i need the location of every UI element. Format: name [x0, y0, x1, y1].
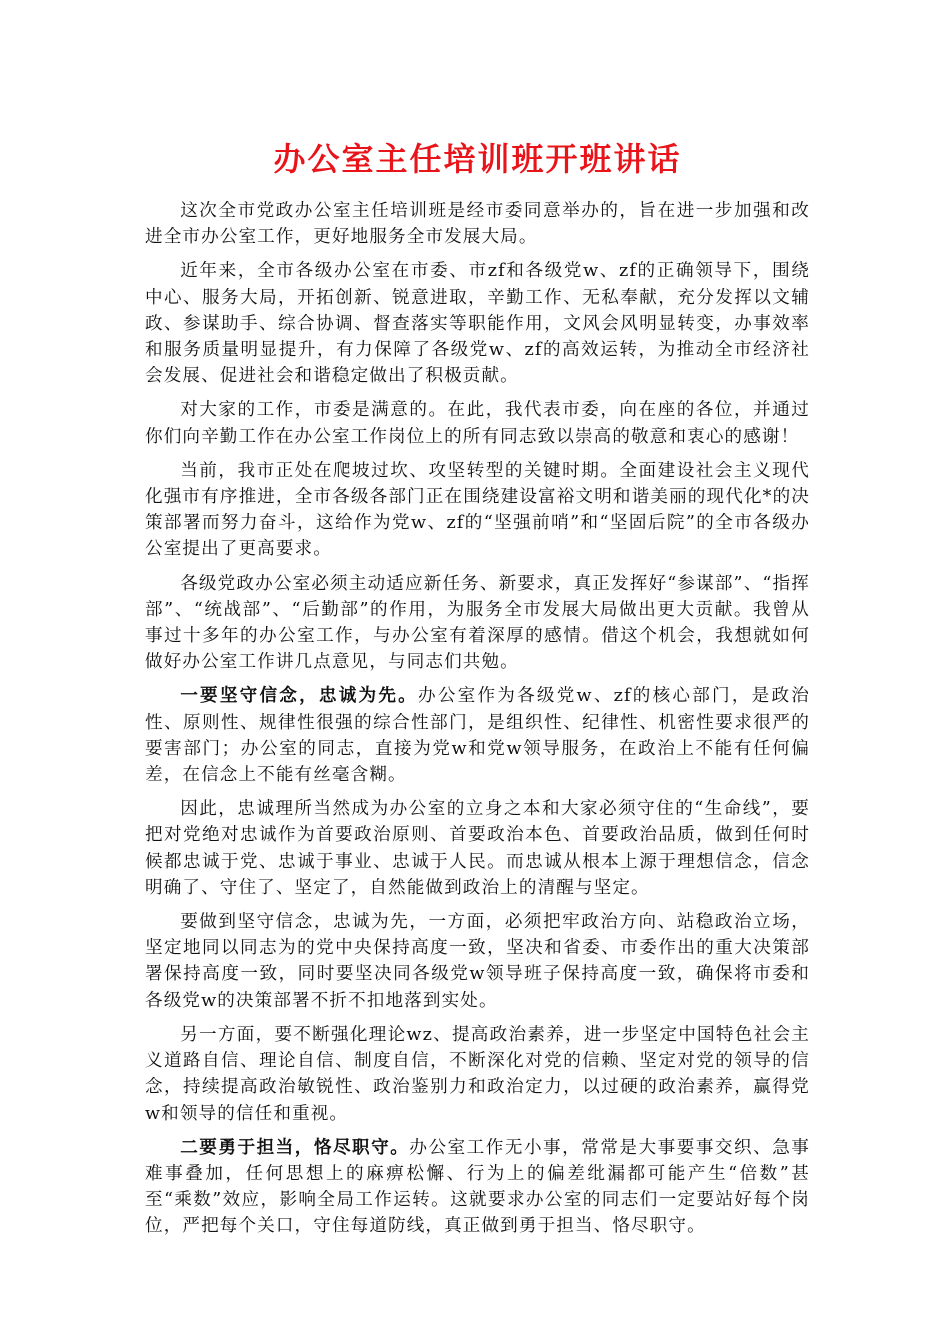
paragraph-text: 因此，忠诚理所当然成为办公室的立身之本和大家必须守住的“生命线”，要把对党绝对忠诚作为首要政治原则、首要政治本色、首要政治品质，做到任何时候都忠诚于党、忠诚于事业、忠诚于人民。而忠诚从根本上源于理想信念，信念明确了、守住了、坚定了，自然能做到政治上的清醒与坚定。 — [145, 799, 810, 898]
paragraph-text: 各级党政办公室必须主动适应新任务、新要求，真正发挥好“参谋部”、“指挥部”、“统战部”、“后勤部”的作用，为服务全市发展大局做出更大贡献。我曾从事过十多年的办公室工作，与办公室有着深厚的感情。借这个机会，我想就如何做好办公室工作讲几点意见，与同志们共勉。 — [145, 573, 810, 673]
paragraph — [145, 198, 810, 250]
paragraph — [145, 909, 810, 1014]
paragraph — [145, 571, 810, 676]
paragraph-text: 当前，我市正处在爬坡过坎、攻坚转型的关键时期。全面建设社会主义现代化强市有序推进，全市各级各部门正在围绕建设富裕文明和谐美丽的现代化*的决策部署而努力奋斗，这给作为党w、zf的“坚强前哨”和“坚固后院”的全市各级办公室提出了更高要求。 — [145, 460, 810, 560]
paragraph — [145, 1135, 810, 1240]
section-heading: 一要坚守信念，忠诚为先。 — [180, 685, 419, 707]
document-page — [145, 130, 810, 1248]
paragraph — [145, 397, 810, 449]
paragraph — [145, 258, 810, 389]
paragraph — [145, 458, 810, 563]
paragraph-text: 对大家的工作，市委是满意的。在此，我代表市委，向在座的各位，并通过你们向辛勤工作在办公室工作岗位上的所有同志致以崇高的敬意和衷心的感谢！ — [145, 400, 810, 447]
paragraph-text: 办公室工作无小事，常常是大事要事交织、急事难事叠加，任何思想上的麻痹松懈、行为上的偏差纰漏都可能产生“倍数”甚至“乘数”效应，影响全局工作运转。这就要求办公室的同志们一定要站好每个岗位，严把每个关口，守住每道防线，真正做到勇于担当、恪尽职守。 — [145, 1137, 810, 1237]
paragraph-text: 另一方面，要不断强化理论wz、提高政治素养，进一步坚定中国特色社会主义道路自信、理论自信、制度自信，不断深化对党的信赖、坚定对党的领导的信念，持续提高政治敏锐性、政治鉴别力和政治定力，以过硬的政治素养，赢得党w和领导的信任和重视。 — [145, 1024, 810, 1124]
paragraph — [145, 683, 810, 788]
paragraph-text: 要做到坚守信念，忠诚为先，一方面，必须把牢政治方向、站稳政治立场，坚定地同以同志为的党中央保持高度一致，坚决和省委、市委作出的重大决策部署保持高度一致，同时要坚决同各级党w领导班子保持高度一致，确保将市委和各级党w的决策部署不折不扣地落到实处。 — [145, 912, 810, 1011]
paragraph-text: 近年来，全市各级办公室在市委、市zf和各级党w、zf的正确领导下，围绕中心、服务大局，开拓创新、锐意进取，辛勤工作、无私奉献，充分发挥以文辅政、参谋助手、综合协调、督查落实等职能作用，文风会风明显转变，办事效率和服务质量明显提升，有力保障了各级党w、zf的高效运转，为推动全市经济社会发展、促进社会和谐稳定做出了积极贡献。 — [145, 261, 810, 387]
paragraph — [145, 1022, 810, 1127]
section-heading: 二要勇于担当，恪尽职守。 — [180, 1136, 410, 1158]
document-title: 办公室主任培训班开班讲话 — [273, 140, 682, 178]
paragraph-text: 办公室作为各级党w、zf的核心部门，是政治性、原则性、规律性很强的综合性部门，是组织性、纪律性、机密性要求很严的要害部门；办公室的同志，直接为党w和党w领导服务，在政治上不能有任何偏差，在信念上不能有丝毫含糊。 — [145, 686, 811, 786]
paragraph-text: 这次全市党政办公室主任培训班是经市委同意举办的，旨在进一步加强和改进全市办公室工作，更好地服务全市发展大局。 — [145, 201, 810, 248]
paragraph — [145, 796, 810, 901]
